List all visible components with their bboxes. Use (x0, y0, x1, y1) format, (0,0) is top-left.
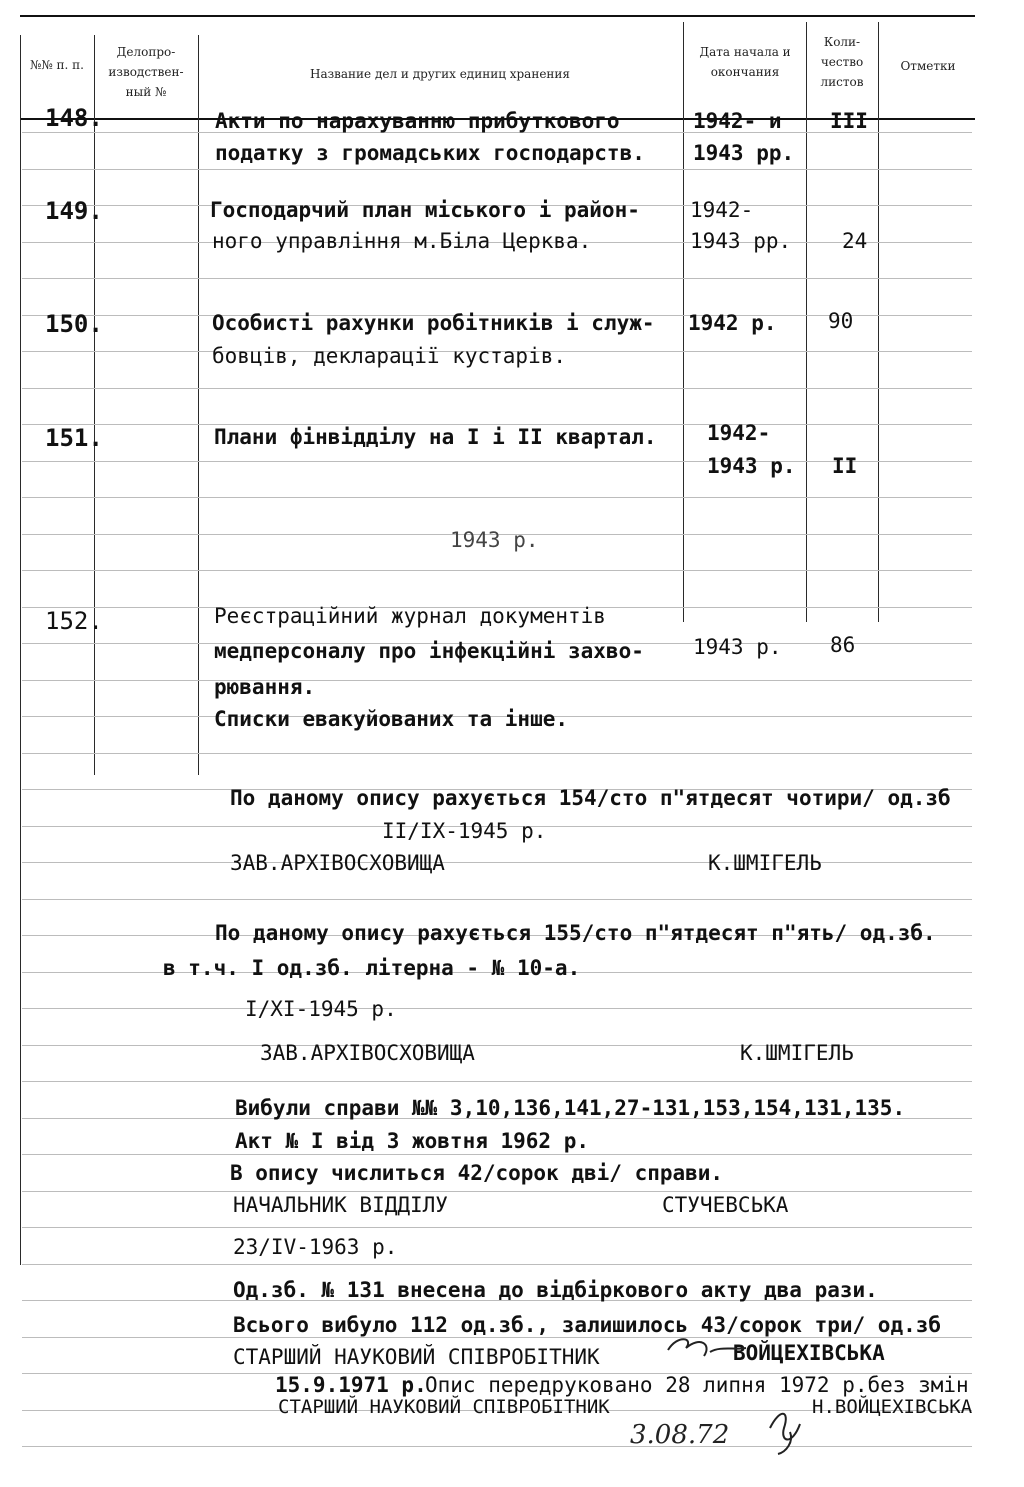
closing-note: Всього вибуло 112 од.зб., залишилось 43/сорок три/ од.зб (233, 1313, 942, 1337)
closing-note: в т.ч. І од.зб. літерна - № 10-а. (163, 956, 581, 980)
closing-note-date: II/IX-1945 р. (382, 819, 547, 843)
ruled-line (22, 570, 972, 571)
closing-note: В опису числиться 42/сорок дві/ справи. (230, 1161, 724, 1185)
handwritten-date: 3.08.72 (630, 1420, 730, 1450)
entry-number: 149. (45, 197, 103, 225)
entry-count: III (830, 109, 868, 133)
signature-title: СТАРШИЙ НАУКОВИЙ СПІВРОБІТНИК (233, 1345, 600, 1369)
ruled-line (22, 497, 972, 498)
left-border (20, 35, 21, 1265)
entry-number: 148. (45, 104, 103, 132)
entry-count: 86 (830, 633, 856, 657)
ruled-line (22, 169, 972, 170)
ruled-line (22, 278, 972, 279)
signature-name: ВОЙЦЕХІВСЬКА (733, 1341, 885, 1365)
header-col-title: Название дел и других единиц хранения (309, 67, 570, 81)
ruled-line (22, 461, 972, 462)
signature-title: СТАРШИЙ НАУКОВИЙ СПІВРОБІТНИК (278, 1396, 610, 1418)
entry-count: II (832, 454, 858, 478)
ruled-line (22, 862, 972, 863)
ruled-line (22, 388, 972, 389)
col-divider-2 (198, 35, 199, 775)
col-divider-3 (683, 22, 684, 622)
header-col-notes: Отметки (900, 59, 956, 73)
entry-title-line: Господарчий план міського і район- (210, 198, 640, 222)
entry-title-line: бовців, декларації кустарів. (212, 344, 567, 368)
entry-title-line: ного управління м.Біла Церква. (212, 229, 592, 253)
closing-note: Од.зб. № 131 внесена до відбіркового акту два рази. (233, 1278, 878, 1302)
header-col-dates: Дата начала и окончания (699, 45, 791, 79)
entry-date: 1943 рр. (693, 141, 795, 165)
header-col-num: №№ п. п. (30, 58, 84, 72)
entry-title-line: рювання. (214, 675, 316, 699)
col-divider-1 (94, 35, 95, 775)
closing-note-date: 23/IV-1963 р. (233, 1235, 398, 1259)
ruled-line (22, 1154, 972, 1155)
entry-title-line: податку з громадських господарств. (215, 141, 645, 165)
closing-note: Акт № І від 3 жовтня 1962 р. (235, 1129, 590, 1153)
entry-title-line: Списки евакуйованих та інше. (214, 707, 569, 731)
entry-date: 1942- (690, 198, 754, 222)
entry-title-line: Особисті рахунки робітників і служ- (212, 311, 655, 335)
signature-name: К.ШМІГЕЛЬ (740, 1041, 854, 1065)
entry-date: 1942 р. (688, 311, 777, 335)
ruled-line (22, 899, 972, 900)
signature-title: НАЧАЛЬНИК ВІДДІЛУ (233, 1193, 448, 1217)
entry-title-line: Акти по нарахуванню прибуткового (215, 109, 620, 133)
closing-note: Вибули справи №№ 3,10,136,141,27-131,153,154,131,135. (235, 1096, 906, 1120)
closing-note: По даному опису рахується 155/сто п"ятдесят п"ять/ од.зб. (215, 921, 936, 945)
entry-date: 1943 р. (693, 635, 782, 659)
top-border (20, 15, 975, 17)
ruled-line (22, 1227, 972, 1228)
header-col-office: Делопро-изводствен-ный № (108, 45, 184, 99)
closing-note: По даному опису рахується 154/сто п"ятдесят чотири/ од.зб (230, 786, 951, 810)
entry-date: 1942- (707, 421, 771, 445)
entry-number: 150. (45, 310, 103, 338)
closing-note-date: I/XI-1945 р. (245, 997, 397, 1021)
closing-note-date: 15.9.1971 р. (275, 1373, 427, 1397)
handwritten-signature (660, 1328, 750, 1368)
header-col-count: Коли-чество листов (820, 35, 864, 89)
signature-name: СТУЧЕВСЬКА (662, 1193, 789, 1217)
entry-count: 24 (842, 229, 868, 253)
ruled-line (22, 1008, 972, 1009)
ruled-line (22, 1264, 972, 1265)
ruled-line (22, 1446, 972, 1447)
ruled-line (22, 753, 972, 754)
entry-number: 152. (45, 607, 103, 635)
closing-note: Опис передруковано 28 липня 1972 р.без змін (425, 1373, 969, 1397)
ruled-line (22, 1191, 972, 1192)
entry-date: 1942- и (693, 109, 782, 133)
entry-title-line: Плани фінвідділу на І і ІІ квартал. (214, 425, 657, 449)
col-divider-5 (878, 22, 879, 622)
signature-name: Н.ВОЙЦЕХІВСЬКА (812, 1396, 973, 1418)
ruled-line (22, 1081, 972, 1082)
col-divider-4 (806, 22, 807, 622)
entry-number: 151. (45, 424, 103, 452)
handwritten-signature (760, 1398, 810, 1458)
entry-date: 1943 рр. (690, 229, 792, 253)
entry-date: 1943 р. (707, 454, 796, 478)
ruled-line (22, 680, 972, 681)
entry-title-line: медперсоналу про інфекційні захво- (214, 639, 644, 663)
entry-title-line: Реєстраційний журнал документів (214, 604, 606, 628)
signature-name: К.ШМІГЕЛЬ (708, 851, 822, 875)
signature-title: ЗАВ.АРХІВОСХОВИЩА (230, 851, 445, 875)
signature-title: ЗАВ.АРХІВОСХОВИЩА (260, 1041, 475, 1065)
entry-count: 90 (828, 309, 854, 333)
year-heading: 1943 р. (450, 528, 539, 552)
